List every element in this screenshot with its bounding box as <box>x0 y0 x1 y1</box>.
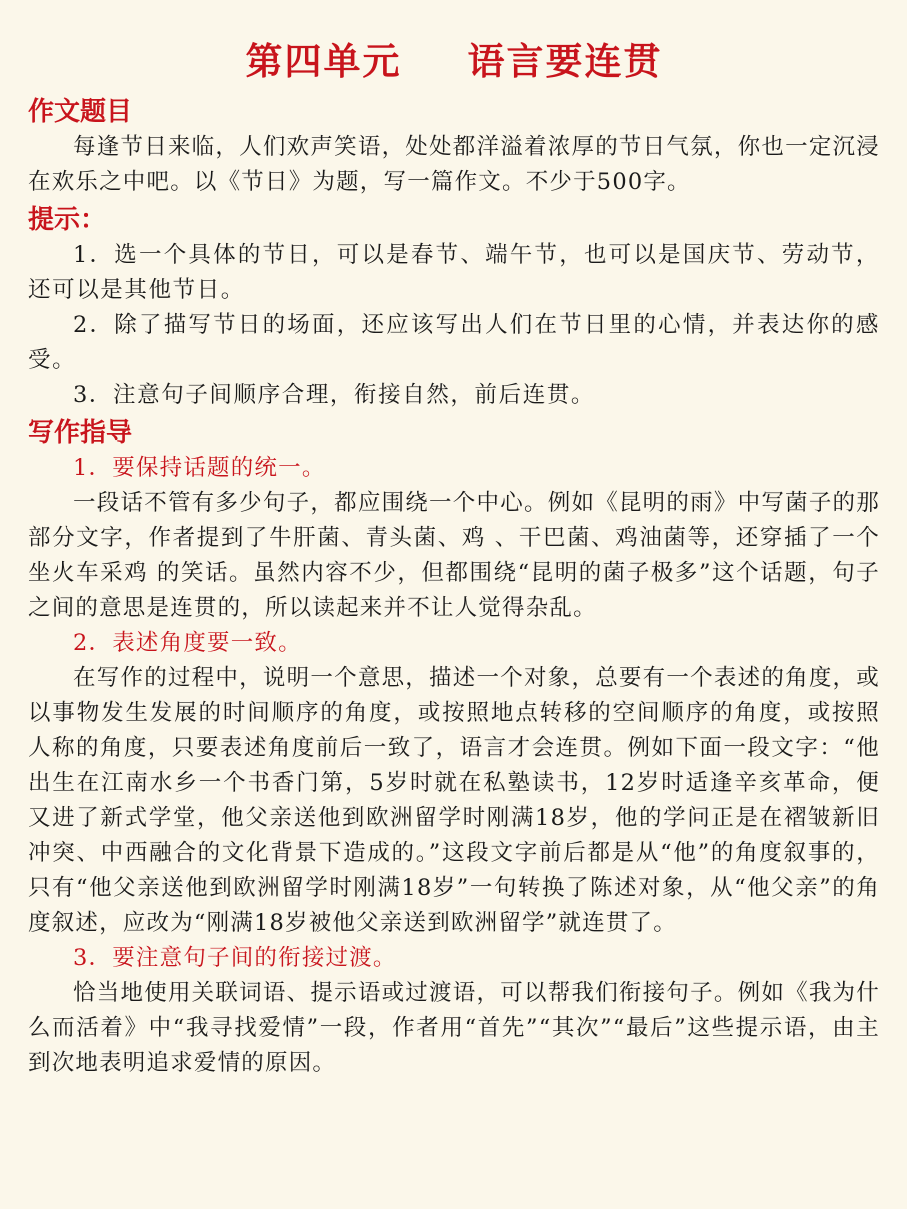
guide-point-1-title: 1．要保持话题的统一。 <box>73 455 326 481</box>
tip-item-2: 2．除了描写节日的场面，还应该写出人们在节日里的心情，并表达你的感受。 <box>28 312 880 373</box>
unit-topic: 语言要连贯 <box>467 39 663 83</box>
guide-point-1-body: 一段话不管有多少句子，都应围绕一个中心。例如《昆明的雨》中写菌子的那部分文字，作者提到了牛肝菌、青头菌、鸡 、干巴菌、鸡油菌等，还穿插了一个坐火车采鸡 的笑话。虽然内容不少，但都围绕“昆明的菌子极多”这个话题，句子之间的意思是连贯的，所以读起来并不让人觉得杂乱。 <box>28 490 880 621</box>
guide-point-3-title: 3．要注意句子间的衔接过渡。 <box>73 945 397 971</box>
guide-point-3-body: 恰当地使用关联词语、提示语或过渡语，可以帮我们衔接句子。例如《我为什么而活着》中“我寻找爱情”一段，作者用“首先”“其次”“最后”这些提示语，由主到次地表明追求爱情的原因。 <box>28 980 880 1076</box>
guide-point-2-body: 在写作的过程中，说明一个意思，描述一个对象，总要有一个表述的角度，或以事物发生发展的时间顺序的角度，或按照地点转移的空间顺序的角度，或按照人称的角度，只要表述角度前后一致了，语言才会连贯。例如下面一段文字：“他出生在江南水乡一个书香门第，5岁时就在私塾读书，12岁时适逢辛亥革命，便又进了新式学堂，他父亲送他到欧洲留学时刚满18岁，他的学问正是在褶皱新旧冲突、中西融合的文化背景下造成的。”这段文字前后都是从“他”的角度叙事的，只有“他父亲送他到欧洲留学时刚满18岁”一句转换了陈述对象，从“他父亲”的角度叙述，应改为“刚满18岁被他父亲送到欧洲留学”就连贯了。 <box>28 665 880 936</box>
composition-text: 每逢节日来临，人们欢声笑语，处处都洋溢着浓厚的节日气氛，你也一定沉浸在欢乐之中吧。以《节日》为题，写一篇作文。不少于500字。 <box>28 134 880 195</box>
tip-item-1: 1．选一个具体的节日，可以是春节、端午节，也可以是国庆节、劳动节，还可以是其他节日。 <box>28 242 880 303</box>
tip-item-3: 3．注意句子间顺序合理，衔接自然，前后连贯。 <box>73 382 596 408</box>
unit-label: 第四单元 <box>245 39 402 83</box>
tips-heading: 提示： <box>28 205 107 235</box>
page-title <box>28 0 880 88</box>
guide-heading: 写作指导 <box>28 418 133 448</box>
guide-point-2-title: 2．表述角度要一致。 <box>73 630 302 656</box>
composition-heading: 作文题目 <box>28 97 133 127</box>
